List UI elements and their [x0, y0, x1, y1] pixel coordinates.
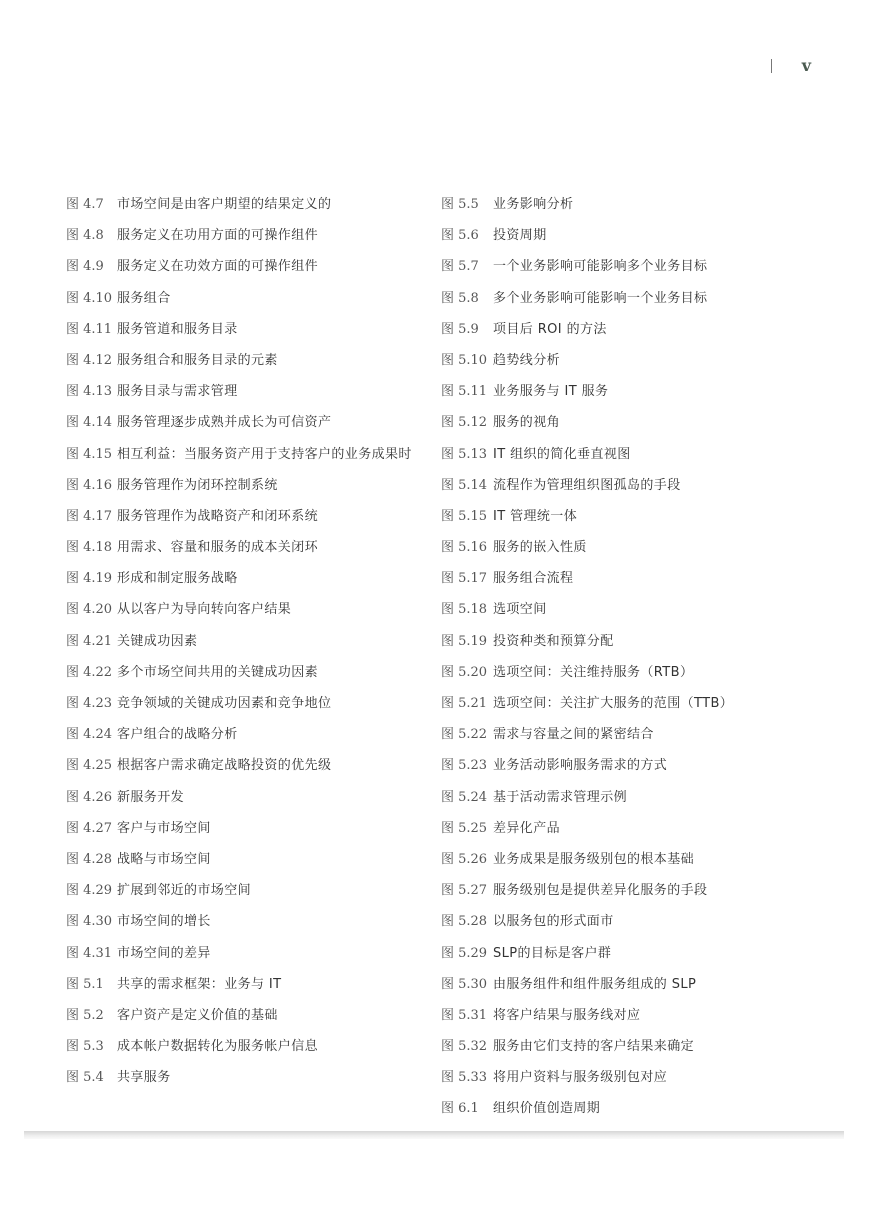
- figure-entry: [441, 227, 841, 245]
- figure-entry: [441, 290, 841, 308]
- figure-number: 图 4.27: [66, 820, 113, 836]
- figure-title: 服务组合: [117, 290, 171, 306]
- figure-entry: [441, 414, 841, 432]
- figure-title: 战略与市场空间: [117, 851, 211, 867]
- figure-title: 根据客户需求确定战略投资的优先级: [117, 758, 332, 774]
- figure-entry: [66, 1038, 426, 1056]
- figure-number: 图 5.8: [441, 290, 479, 306]
- figure-list-right: [441, 196, 841, 1132]
- header-divider: [771, 59, 772, 73]
- figure-title: 竞争领域的关键成功因素和竞争地位: [117, 696, 332, 711]
- figure-entry: [66, 477, 426, 495]
- figure-number: 图 5.15: [441, 508, 488, 524]
- page-number: v: [801, 56, 811, 75]
- figure-entry: [441, 882, 841, 900]
- figure-title: 选项空间：关注维持服务（RTB）: [493, 664, 694, 680]
- figure-number: 图 4.17: [66, 508, 113, 524]
- figure-title: 将用户资料与服务级别包对应: [493, 1070, 668, 1086]
- figure-number: 图 5.10: [441, 352, 488, 368]
- figure-entry: [66, 757, 426, 775]
- figure-entry: [66, 913, 426, 931]
- figure-title: 业务服务与 IT 服务: [493, 384, 609, 400]
- figure-title: 一个业务影响可能影响多个业务目标: [493, 259, 708, 275]
- figure-entry: [66, 414, 426, 432]
- figure-number: 图 5.21: [441, 696, 488, 711]
- figure-number: 图 5.13: [441, 446, 488, 462]
- figure-title: 服务定义在功效方面的可操作组件: [117, 259, 319, 275]
- figure-entry: [66, 882, 426, 900]
- figure-number: 图 5.18: [441, 602, 488, 618]
- figure-entry: [441, 664, 841, 682]
- figure-entry: [66, 1007, 426, 1025]
- figure-number: 图 5.12: [441, 415, 488, 431]
- figure-title: 服务管道和服务目录: [117, 321, 238, 337]
- figure-entry: [441, 757, 841, 775]
- figure-title: 服务由它们支持的客户结果来确定: [493, 1039, 695, 1055]
- figure-title: 将客户结果与服务线对应: [493, 1007, 641, 1023]
- figure-title: 市场空间是由客户期望的结果定义的: [117, 197, 332, 212]
- figure-number: 图 5.2: [66, 1007, 104, 1023]
- figure-title: 从以客户为导向转向客户结果: [117, 602, 292, 618]
- figure-entry: [66, 726, 426, 744]
- figure-title: 新服务开发: [117, 789, 185, 805]
- figure-entry: [441, 383, 841, 401]
- figure-entry: [66, 820, 426, 838]
- figure-number: 图 4.24: [66, 727, 113, 743]
- figure-number: 图 5.9: [441, 321, 479, 337]
- figure-title: 相互利益：当服务资产用于支持客户的业务成果时: [117, 446, 412, 462]
- figure-title: 服务的嵌入性质: [493, 540, 587, 556]
- figure-title: 服务目录与需求管理: [117, 384, 238, 400]
- figure-number: 图 5.31: [441, 1007, 488, 1023]
- figure-number: 图 4.12: [66, 352, 113, 368]
- figure-title: 扩展到邻近的市场空间: [117, 883, 252, 899]
- figure-number: 图 4.10: [66, 290, 113, 306]
- figure-title: 业务成果是服务级别包的根本基础: [493, 851, 695, 867]
- figure-title: 需求与容量之间的紧密结合: [493, 727, 654, 743]
- figure-entry: [441, 789, 841, 807]
- figure-number: 图 4.14: [66, 415, 113, 431]
- figure-entry: [66, 601, 426, 619]
- figure-number: 图 5.33: [441, 1070, 488, 1086]
- figure-entry: [66, 446, 426, 464]
- figure-title: 服务级别包是提供差异化服务的手段: [493, 883, 708, 899]
- figure-entry: [66, 227, 426, 245]
- figure-title: IT 管理统一体: [493, 508, 578, 524]
- figure-entry: [66, 664, 426, 682]
- figure-title: 客户组合的战略分析: [117, 727, 238, 743]
- figure-entry: [441, 695, 841, 713]
- figure-title: 基于活动需求管理示例: [493, 789, 628, 805]
- figure-number: 图 5.24: [441, 789, 488, 805]
- figure-number: 图 5.17: [441, 571, 488, 587]
- figure-entry: [66, 633, 426, 651]
- figure-entry: [441, 601, 841, 619]
- figure-title: 服务的视角: [493, 415, 561, 431]
- figure-title: 多个市场空间共用的关键成功因素: [117, 664, 319, 680]
- figure-title: 服务组合流程: [493, 571, 574, 587]
- figure-title: 客户资产是定义价值的基础: [117, 1007, 278, 1023]
- figure-entry: [66, 352, 426, 370]
- figure-number: 图 4.11: [66, 321, 113, 337]
- figure-number: 图 5.5: [441, 197, 479, 212]
- figure-list-left: [66, 196, 426, 1100]
- figure-entry: [66, 851, 426, 869]
- figure-entry: [66, 383, 426, 401]
- figure-number: 图 5.16: [441, 540, 488, 556]
- figure-number: 图 5.14: [441, 477, 488, 493]
- figure-number: 图 5.11: [441, 384, 488, 400]
- figure-number: 图 4.19: [66, 571, 113, 587]
- figure-number: 图 4.31: [66, 945, 113, 961]
- figure-entry: [441, 539, 841, 557]
- figure-entry: [441, 196, 841, 214]
- figure-number: 图 5.19: [441, 633, 488, 649]
- figure-entry: [66, 1069, 426, 1087]
- figure-entry: [441, 1007, 841, 1025]
- figure-number: 图 4.16: [66, 477, 113, 493]
- figure-entry: [66, 196, 426, 214]
- figure-number: 图 4.30: [66, 914, 113, 930]
- figure-number: 图 4.15: [66, 446, 113, 462]
- figure-title: 共享服务: [117, 1070, 171, 1086]
- figure-title: 业务影响分析: [493, 197, 574, 212]
- figure-entry: [66, 976, 426, 994]
- figure-entry: [66, 570, 426, 588]
- figure-entry: [441, 820, 841, 838]
- figure-entry: [66, 539, 426, 557]
- figure-entry: [66, 508, 426, 526]
- figure-title: 项目后 ROI 的方法: [493, 321, 607, 337]
- figure-title: 以服务包的形式面市: [493, 914, 614, 930]
- figure-number: 图 4.7: [66, 197, 104, 212]
- figure-title: 服务定义在功用方面的可操作组件: [117, 228, 319, 244]
- figure-number: 图 5.6: [441, 228, 479, 244]
- figure-number: 图 5.22: [441, 727, 488, 743]
- figure-title: 共享的需求框架：业务与 IT: [117, 976, 282, 992]
- figure-number: 图 5.25: [441, 820, 488, 836]
- figure-title: 市场空间的增长: [117, 914, 211, 930]
- figure-title: 服务管理作为战略资产和闭环系统: [117, 508, 319, 524]
- figure-entry: [441, 1069, 841, 1087]
- figure-number: 图 4.18: [66, 540, 113, 556]
- figure-number: 图 4.9: [66, 259, 104, 275]
- figure-entry: [441, 1100, 841, 1118]
- figure-entry: [441, 508, 841, 526]
- figure-entry: [441, 258, 841, 276]
- figure-entry: [441, 477, 841, 495]
- figure-title: 多个业务影响可能影响一个业务目标: [493, 290, 708, 306]
- figure-number: 图 5.1: [66, 976, 104, 992]
- page-header: [771, 56, 811, 75]
- figure-entry: [441, 321, 841, 339]
- figure-entry: [66, 695, 426, 713]
- figure-number: 图 4.8: [66, 228, 104, 244]
- figure-entry: [66, 789, 426, 807]
- figure-entry: [441, 851, 841, 869]
- figure-number: 图 5.20: [441, 664, 488, 680]
- figure-number: 图 4.22: [66, 664, 113, 680]
- figure-title: 服务组合和服务目录的元素: [117, 352, 278, 368]
- figure-entry: [441, 446, 841, 464]
- figure-entry: [441, 570, 841, 588]
- figure-title: 投资周期: [493, 228, 547, 244]
- figure-title: 组织价值创造周期: [493, 1101, 601, 1117]
- figure-number: 图 4.26: [66, 789, 113, 805]
- figure-entry: [441, 976, 841, 994]
- figure-title: 选项空间：关注扩大服务的范围（TTB）: [493, 696, 734, 711]
- figure-number: 图 4.21: [66, 633, 113, 649]
- figure-number: 图 5.7: [441, 259, 479, 275]
- figure-title: 成本帐户数据转化为服务帐户信息: [117, 1039, 319, 1055]
- figure-number: 图 4.28: [66, 851, 113, 867]
- figure-number: 图 5.30: [441, 976, 488, 992]
- figure-number: 图 4.29: [66, 883, 113, 899]
- figure-number: 图 4.13: [66, 384, 113, 400]
- figure-title: 形成和制定服务战略: [117, 571, 238, 587]
- figure-number: 图 4.25: [66, 758, 113, 774]
- figure-title: 关键成功因素: [117, 633, 198, 649]
- figure-title: 服务管理作为闭环控制系统: [117, 477, 278, 493]
- figure-title: 用需求、容量和服务的成本关闭环: [117, 540, 319, 556]
- figure-number: 图 5.27: [441, 883, 488, 899]
- figure-number: 图 6.1: [441, 1101, 479, 1117]
- figure-entry: [441, 913, 841, 931]
- figure-number: 图 4.20: [66, 602, 113, 618]
- figure-entry: [441, 1038, 841, 1056]
- figure-entry: [441, 352, 841, 370]
- figure-title: 服务管理逐步成熟并成长为可信资产: [117, 415, 332, 431]
- figure-number: 图 5.4: [66, 1070, 104, 1086]
- figure-title: 由服务组件和组件服务组成的 SLP: [493, 976, 697, 992]
- figure-title: 业务活动影响服务需求的方式: [493, 758, 668, 774]
- page-bottom-shadow: [24, 1131, 844, 1139]
- figure-title: 客户与市场空间: [117, 820, 211, 836]
- figure-title: 市场空间的差异: [117, 945, 211, 961]
- figure-title: 流程作为管理组织图孤岛的手段: [493, 477, 681, 493]
- figure-title: 选项空间: [493, 602, 547, 618]
- figure-entry: [441, 633, 841, 651]
- figure-entry: [66, 290, 426, 308]
- figure-title: 投资种类和预算分配: [493, 633, 614, 649]
- figure-title: 差异化产品: [493, 820, 561, 836]
- figure-number: 图 5.28: [441, 914, 488, 930]
- figure-number: 图 5.32: [441, 1039, 488, 1055]
- figure-entry: [441, 945, 841, 963]
- figure-entry: [66, 945, 426, 963]
- figure-number: 图 4.23: [66, 696, 113, 711]
- figure-number: 图 5.23: [441, 758, 488, 774]
- figure-number: 图 5.29: [441, 945, 488, 961]
- figure-title: SLP的目标是客户群: [493, 945, 612, 961]
- figure-number: 图 5.26: [441, 851, 488, 867]
- figure-number: 图 5.3: [66, 1039, 104, 1055]
- figure-entry: [441, 726, 841, 744]
- figure-entry: [66, 321, 426, 339]
- figure-title: IT 组织的简化垂直视图: [493, 446, 631, 462]
- figure-entry: [66, 258, 426, 276]
- figure-title: 趋势线分析: [493, 352, 561, 368]
